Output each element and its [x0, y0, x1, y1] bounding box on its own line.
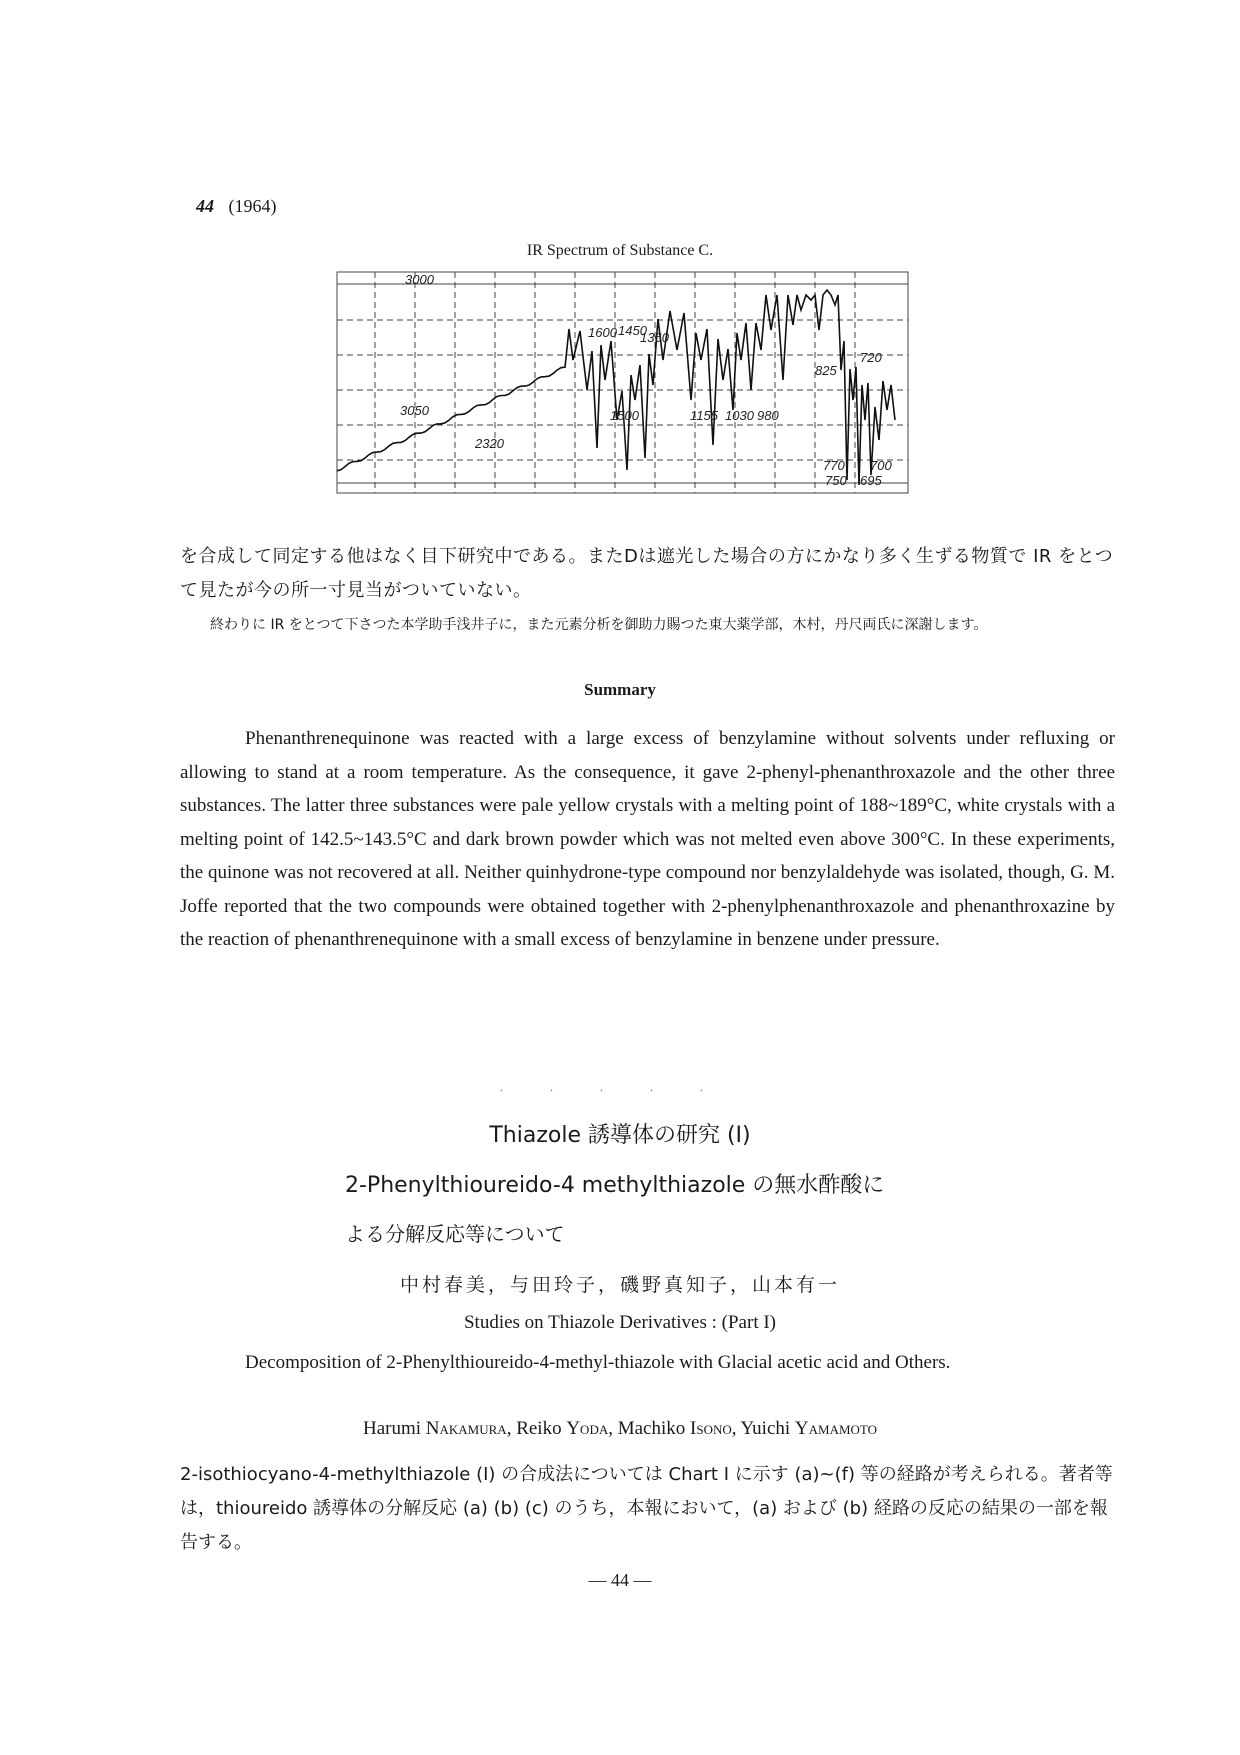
- chart-annotation-label: 1155: [690, 408, 718, 423]
- page-number: — 44 —: [588, 1570, 652, 1590]
- chart-annotation-label: 1500: [610, 408, 639, 423]
- authors-english: Harumi Nakamura, Reiko Yoda, Machiko Isono, Yuichi Yamamoto: [362, 1418, 878, 1439]
- english-title: Studies on Thiazole Derivatives : (Part I): [463, 1312, 776, 1333]
- author-4-last: Yamamoto: [794, 1418, 878, 1439]
- running-header: [196, 196, 277, 217]
- english-subtitle: Decomposition of 2-Phenylthioureido-4-methyl-thiazole with Glacial acetic acid and Others.: [245, 1352, 951, 1373]
- author-1-first: Harumi: [362, 1418, 422, 1439]
- volume-number: 44: [196, 196, 214, 216]
- year: (1964): [228, 196, 277, 216]
- figure-title: IR Spectrum of Substance C.: [526, 242, 714, 259]
- chart-annotation-label: 1450: [618, 323, 647, 338]
- acknowledgement: 終わりに IR をとつて下さつた本学助手浅井子に，また元素分析を御助力賜つた東大薬学部，木村，丹尺両氏に深謝します。: [210, 617, 988, 633]
- chart-annotation-label: 700: [870, 458, 892, 473]
- authors-japanese: 中村春美，与田玲子，磯野真知子，山本有一: [399, 1274, 840, 1296]
- spectrum-line: [337, 290, 895, 485]
- chart-annotation-label: 825: [815, 363, 837, 378]
- article-subtitle-line1: 2-Phenylthioureido-4 methylthiazole の無水酢酸に: [345, 1173, 885, 1198]
- chart-annotation-label: 3000: [405, 272, 434, 287]
- chart-annotation-label: 1600: [588, 325, 617, 340]
- article-title: Thiazole 誘導体の研究 (I): [489, 1123, 751, 1148]
- author-2-first: Reiko: [516, 1418, 562, 1439]
- chart-annotation-label: 720: [860, 350, 882, 365]
- chart-annotation-label: 750: [825, 473, 847, 488]
- chart-annotation-label: 2320: [475, 436, 504, 451]
- chart-annotation-label: 770: [823, 458, 845, 473]
- summary-heading: Summary: [584, 680, 656, 699]
- section-separator: . . . . .: [500, 1080, 725, 1094]
- chart-annotations: [400, 272, 892, 488]
- chart-annotation-label: 695: [860, 473, 882, 488]
- summary-body: Phenanthrenequinone was reacted with a large excess of benzylamine without solvents under refluxing or allowing to stand at a room temperature. As the consequence, it gave 2-phenyl-phenanthroxazole and the other three substances. The latter three substances were pale yellow crystals with a melting point of 188~189°C, white crystals with a melting point of 142.5~143.5°C and dark brown powder which was not melted even above 300°C. In these experiments, the quinone was not recovered at all. Neither quinhydrone-type compound nor benzylaldehyde was isolated, though, G. M. Joffe reported that the two compounds were obtained together with 2-phenylphenanthroxazole and phenanthroxazine by the reaction of phenanthrenequinone with a small excess of benzylamine in benzene under pressure.: [180, 728, 1115, 950]
- article-subtitle-line2: よる分解反応等について: [345, 1222, 565, 1246]
- author-2-last: Yoda: [566, 1418, 609, 1439]
- ir-spectrum-chart: [335, 270, 910, 510]
- japanese-paragraph: を合成して同定する他はなく目下研究中である。またDは遮光した場合の方にかなり多く生ずる物質で IR をとつて見たが今の所一寸見当がついていない。: [180, 546, 1114, 601]
- author-3-first: Machiko: [617, 1418, 686, 1439]
- chart-annotation-label: 980: [757, 408, 779, 423]
- author-4-first: Yuichi: [740, 1418, 791, 1439]
- author-3-last: Isono: [690, 1418, 732, 1439]
- chart-annotation-label: 1360: [640, 330, 669, 345]
- chart-annotation-label: 1030: [725, 408, 754, 423]
- chart-annotation-label: 3050: [400, 403, 429, 418]
- intro-paragraph: 2-isothiocyano-4-methylthiazole (I) の合成法については Chart I に示す (a)~(f) 等の経路が考えられる。著者等は，thioureido 誘導体の分解反応 (a) (b) (c) のうち，本報において，(a) および (b) 経路の反応の結果の一部を報告する。: [180, 1464, 1113, 1553]
- author-1-last: Nakamura: [425, 1418, 507, 1439]
